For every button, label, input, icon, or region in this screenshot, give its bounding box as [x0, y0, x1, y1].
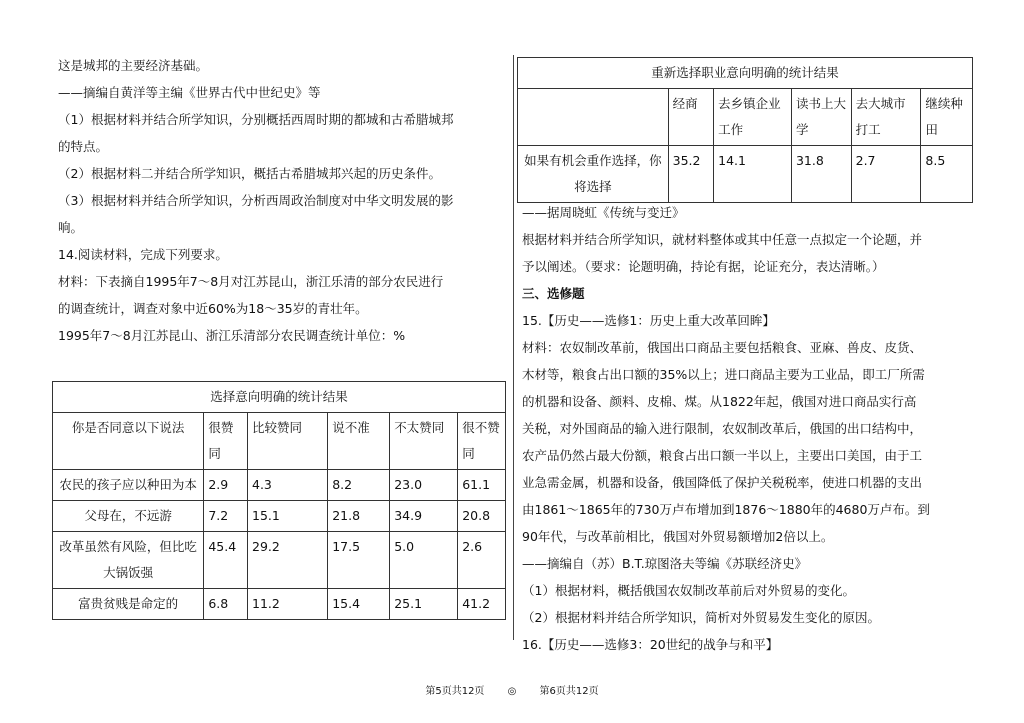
table-header: 不太赞同 [390, 413, 458, 470]
paragraph: （1）根据材料并结合所学知识，分别概括西周时期的都城和古希腊城邦 [58, 112, 454, 127]
paragraph: （2）根据材料二并结合所学知识，概括古希腊城邦兴起的历史条件。 [58, 166, 441, 181]
table-cell: 23.0 [390, 470, 458, 501]
table-cell: 20.8 [458, 501, 506, 532]
table-header: 去大城市打工 [851, 89, 921, 146]
table-cell: 45.4 [204, 532, 248, 589]
table-cell: 17.5 [328, 532, 390, 589]
table-cell: 2.9 [204, 470, 248, 501]
paragraph: 根据材料并结合所学知识，就材料整体或其中任意一点拟定一个论题，并 [522, 232, 923, 247]
survey-table-2 [517, 57, 973, 203]
table-cell: 2.6 [458, 532, 506, 589]
paragraph: 的机器和设备、颜料、皮棉、煤。从1822年起，俄国对进口商品实行高 [522, 394, 917, 409]
table-cell: 2.7 [851, 146, 921, 203]
table-cell: 41.2 [458, 589, 506, 620]
table-cell: 11.2 [248, 589, 328, 620]
table-cell: 29.2 [248, 532, 328, 589]
question-16-title: 16.【历史——选修3：20世纪的战争与和平】 [522, 637, 779, 652]
paragraph: 业急需金属，机器和设备，俄国降低了保护关税税率，使进口机器的支出 [522, 475, 923, 490]
table-cell: 农民的孩子应以种田为本 [53, 470, 204, 501]
paragraph: ——摘编自黄洋等主编《世界古代中世纪史》等 [58, 85, 321, 100]
table-header: 很不赞同 [458, 413, 506, 470]
table-cell: 35.2 [668, 146, 714, 203]
table-cell: 21.8 [328, 501, 390, 532]
table-cell: 61.1 [458, 470, 506, 501]
table-cell: 父母在，不远游 [53, 501, 204, 532]
table-caption: 重新选择职业意向明确的统计结果 [518, 58, 973, 89]
paragraph: （1）根据材料，概括俄国农奴制改革前后对外贸易的变化。 [522, 583, 855, 598]
question-14-title: 14.阅读材料，完成下列要求。 [58, 247, 228, 262]
table-header: 去乡镇企业工作 [714, 89, 792, 146]
table-cell: 5.0 [390, 532, 458, 589]
paragraph: 关税，对外国商品的输入进行限制，农奴制改革后，俄国的出口结构中， [522, 421, 923, 436]
paragraph: （2）根据材料并结合所学知识，简析对外贸易发生变化的原因。 [522, 610, 880, 625]
table-header: 说不准 [328, 413, 390, 470]
table-header: 继续种田 [921, 89, 973, 146]
table-header: 很赞同 [204, 413, 248, 470]
section-heading: 三、选修题 [522, 286, 585, 301]
right-column [522, 199, 972, 658]
table-row [53, 470, 506, 501]
table-cell: 31.8 [791, 146, 851, 203]
page-number-right: 第6页共12页 [539, 686, 599, 697]
page-footer [0, 682, 1024, 697]
paragraph: 响。 [58, 220, 84, 235]
table-cell: 8.5 [921, 146, 973, 203]
table-cell: 富贵贫贱是命定的 [53, 589, 204, 620]
paragraph: 的特点。 [58, 139, 109, 154]
source-citation: ——摘编自（苏）B.T.琼图洛夫等编《苏联经济史》 [522, 556, 808, 571]
table-unit-note: 1995年7～8月江苏昆山、浙江乐清部分农民调查统计单位：% [58, 328, 406, 343]
table-row [53, 532, 506, 589]
table-header: 经商 [668, 89, 714, 146]
table-cell: 4.3 [248, 470, 328, 501]
paragraph: 这是城邦的主要经济基础。 [58, 58, 209, 73]
table-cell: 改革虽然有风险，但比吃大锅饭强 [53, 532, 204, 589]
survey-table-1 [52, 381, 506, 620]
table-cell: 15.1 [248, 501, 328, 532]
paragraph: 由1861～1865年的730万卢布增加到1876～1880年的4680万卢布。到 [522, 502, 930, 517]
binding-mark: ◎ [507, 686, 517, 697]
paragraph: （3）根据材料并结合所学知识，分析西周政治制度对中华文明发展的影 [58, 193, 454, 208]
table-cell: 15.4 [328, 589, 390, 620]
table-cell: 6.8 [204, 589, 248, 620]
paragraph: 材料：下表摘自1995年7～8月对江苏昆山，浙江乐清的部分农民进行 [58, 274, 444, 289]
question-15-title: 15.【历史——选修1：历史上重大改革回眸】 [522, 313, 775, 328]
table-header: 比较赞同 [248, 413, 328, 470]
table-cell: 7.2 [204, 501, 248, 532]
table-cell: 14.1 [714, 146, 792, 203]
table-cell: 34.9 [390, 501, 458, 532]
source-citation: ——据周晓虹《传统与变迁》 [522, 205, 685, 220]
table-row [53, 501, 506, 532]
column-divider [513, 55, 514, 640]
paragraph: 予以阐述。（要求：论题明确，持论有据，论证充分，表达清晰。） [522, 259, 885, 274]
paragraph: 木材等，粮食占出口额的35%以上；进口商品主要为工业品，即工厂所需 [522, 367, 925, 382]
table-header: 读书上大学 [791, 89, 851, 146]
paragraph: 农产品仍然占最大份额，粮食占出口额一半以上，主要出口美国，由于工 [522, 448, 923, 463]
table-row [518, 146, 973, 203]
paragraph: 的调查统计，调查对象中近60%为18～35岁的青壮年。 [58, 301, 368, 316]
table-cell: 25.1 [390, 589, 458, 620]
paragraph: 90年代，与改革前相比，俄国对外贸易额增加2倍以上。 [522, 529, 834, 544]
page-number-left: 第5页共12页 [425, 686, 485, 697]
table-header: 你是否同意以下说法 [53, 413, 204, 470]
table-row [53, 589, 506, 620]
table-cell: 8.2 [328, 470, 390, 501]
table-header [518, 89, 669, 146]
table-cell: 如果有机会重作选择，你将选择 [518, 146, 669, 203]
table-caption: 选择意向明确的统计结果 [53, 382, 506, 413]
paragraph: 材料：农奴制改革前，俄国出口商品主要包括粮食、亚麻、兽皮、皮货、 [522, 340, 923, 355]
left-column [58, 52, 498, 349]
